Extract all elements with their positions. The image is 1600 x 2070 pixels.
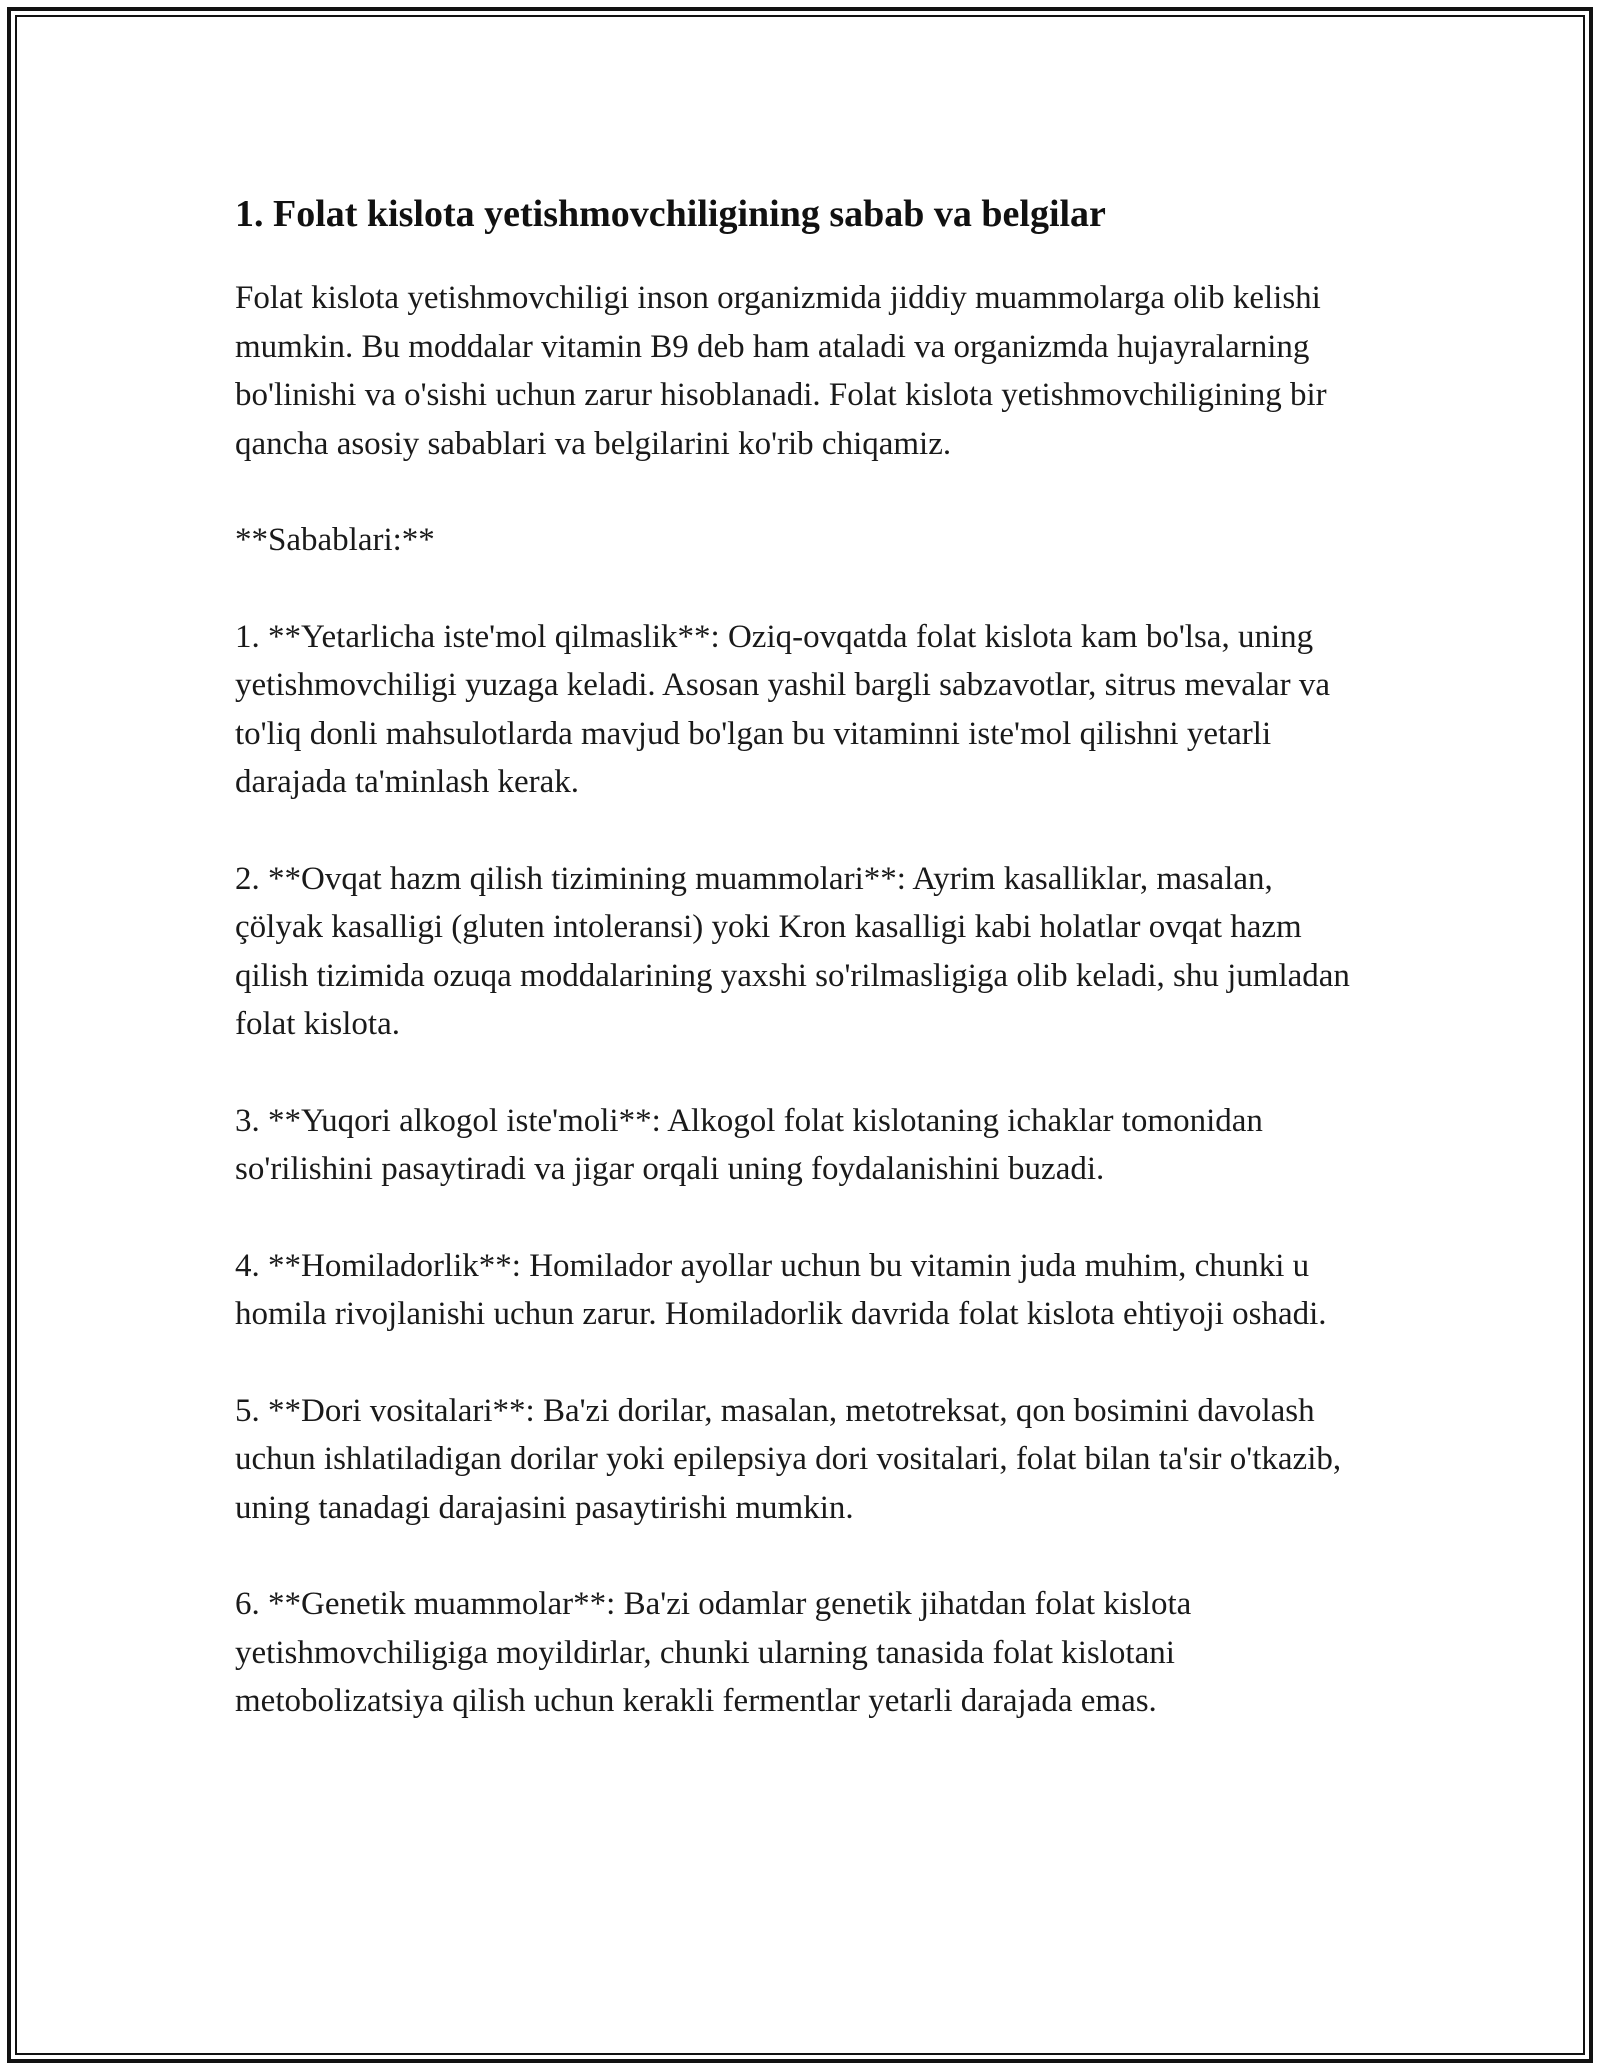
list-item: 6. **Genetik muammolar**: Ba'zi odamlar genetik jihatdan folat kislota yetishmovchiligiga moyildirlar, chunki ularning tanasida folat kislotani metobolizatsiya qilish uchun kerakli fermentlar yetarli darajada emas. [235,1586,1192,1719]
intro-paragraph: Folat kislota yetishmovchiligi inson organizmida jiddiy muammolarga olib kelishi mumkin. Bu moddalar vitamin B9 deb ham ataladi va organizmda hujayralarning bo'linishi va o'sishi uchun zarur hisoblanadi. Folat kislota yetishmovchiligining bir qancha asosiy sabablari va belgilarini ko'rib chiqamiz. [235,280,1327,462]
section-heading: **Sabablari:** [235,522,435,558]
list-item: 5. **Dori vositalari**: Ba'zi dorilar, masalan, metotreksat, qon bosimini davolash uchun ishlatiladigan dorilar yoki epilepsiya dori vositalari, folat bilan ta'sir o'tkazib, uning tanadagi darajasini pasaytirishi mumkin. [235,1392,1342,1526]
page-title: 1. Folat kislota yetishmovchiligining sabab va belgilar [235,193,1106,235]
list-item: 3. **Yuqori alkogol iste'moli**: Alkogol folat kislotaning ichaklar tomonidan so'rilishini pasaytiradi va jigar orqali uning foydalanishini buzadi. [235,1102,1263,1187]
list-item: 2. **Ovqat hazm qilish tizimining muammolari**: Ayrim kasalliklar, masalan, çölyak kasalligi (gluten intoleransi) yoki Kron kasalligi kabi holatlar ovqat hazm qilish tizimida ozuqa moddalarining yaxshi so'rilmasligiga olib keladi, shu jumladan folat kislota. [235,860,1350,1042]
list-item: 4. **Homiladorlik**: Homilador ayollar uchun bu vitamin juda muhim, chunki u homila rivojlanishi uchun zarur. Homiladorlik davrida folat kislota ehtiyoji oshadi. [235,1247,1327,1332]
list-item: 1. **Yetarlicha iste'mol qilmaslik**: Oziq-ovqatda folat kislota kam bo'lsa, uning yetishmovchiligi yuzaga keladi. Asosan yashil bargli sabzavotlar, sitrus mevalar va to'liq donli mahsulotlarda mavjud bo'lgan bu vitaminni iste'mol qilishni yetarli darajada ta'minlash kerak. [235,618,1331,800]
document-body [235,188,1365,1774]
